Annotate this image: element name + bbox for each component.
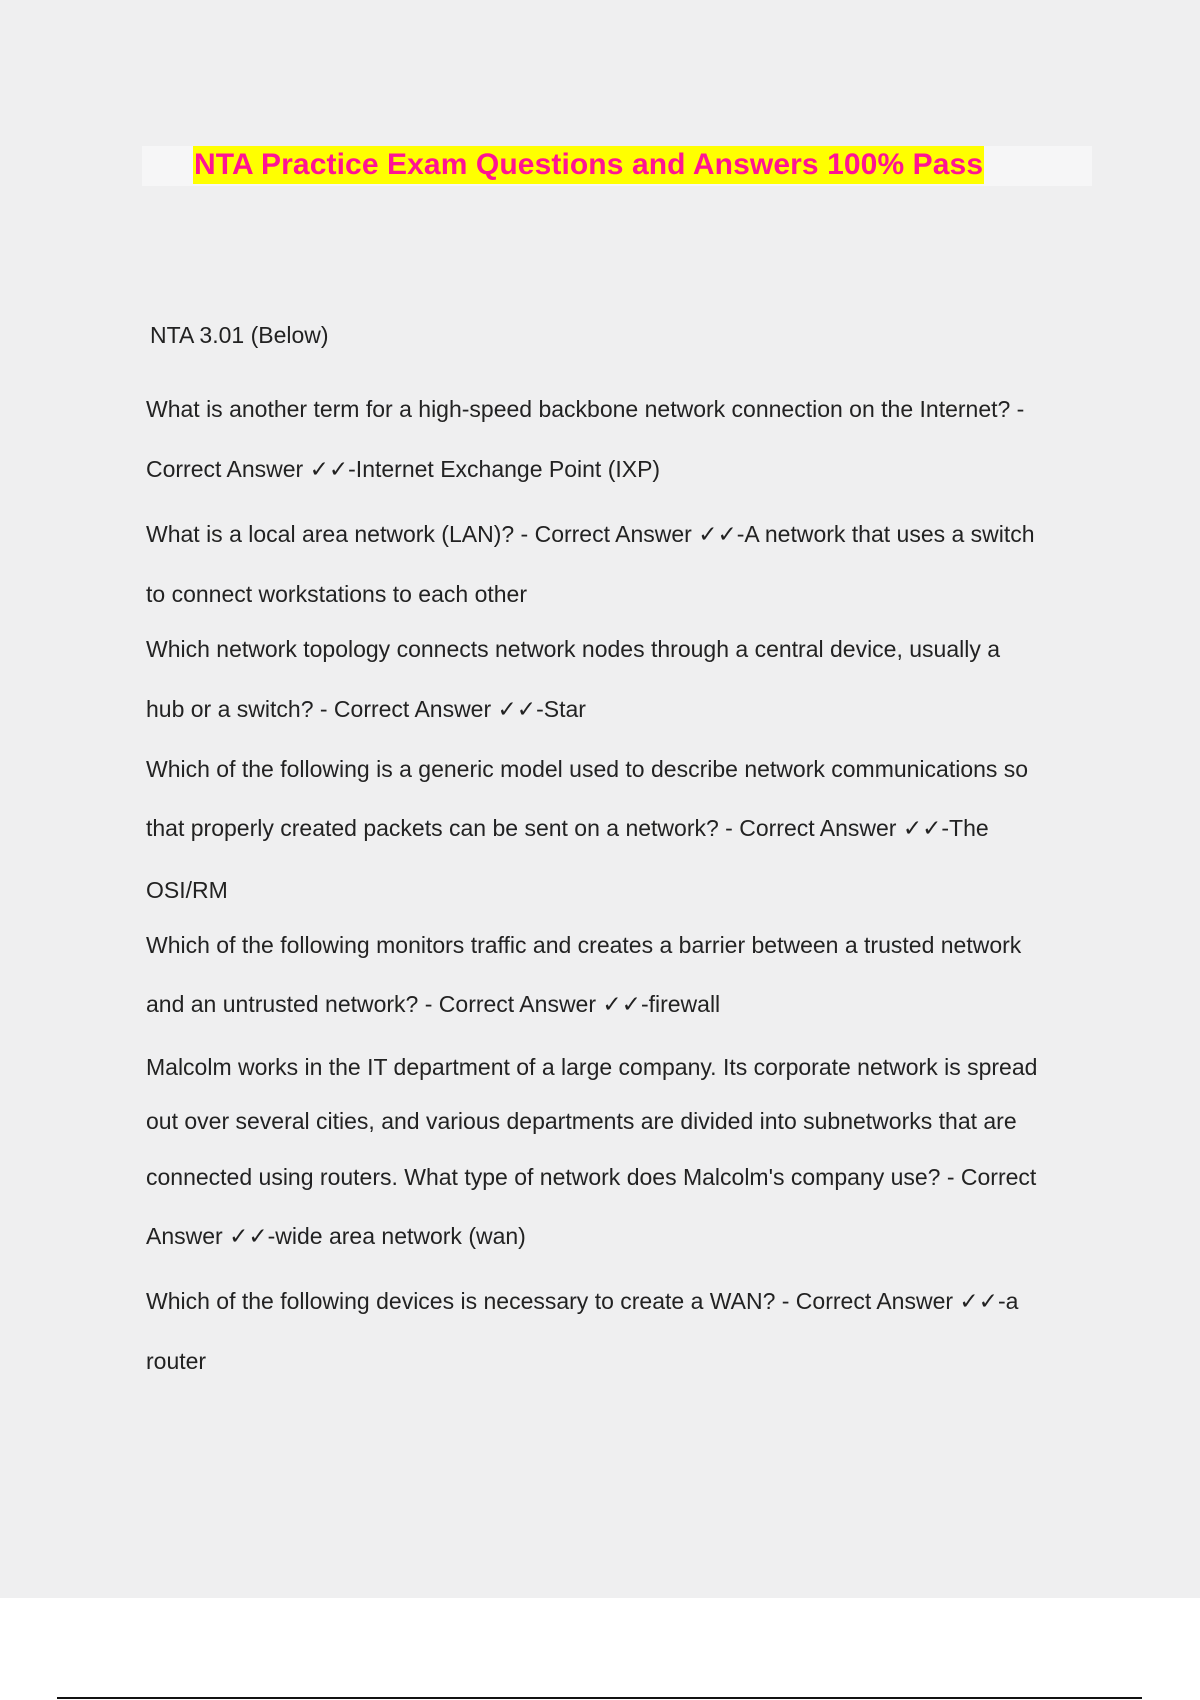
- document-title: NTA Practice Exam Questions and Answers 100% Pass: [193, 146, 984, 184]
- section-heading: NTA 3.01 (Below): [150, 322, 329, 348]
- text-line: connected using routers. What type of network does Malcolm's company use? - Correct: [146, 1164, 1037, 1190]
- text-line: Answer ✓✓-wide area network (wan): [146, 1223, 526, 1249]
- text-line: Which network topology connects network nodes through a central device, usually a: [146, 636, 1001, 662]
- text-line: Which of the following is a generic model used to describe network communications so: [146, 756, 1029, 782]
- text-line: Malcolm works in the IT department of a large company. Its corporate network is spread: [146, 1054, 1038, 1080]
- text-line: OSI/RM: [146, 877, 228, 903]
- text-line: Which of the following monitors traffic and creates a barrier between a trusted network: [146, 932, 1022, 958]
- text-line: to connect workstations to each other: [146, 581, 527, 607]
- text-line: What is a local area network (LAN)? - Correct Answer ✓✓-A network that uses a switch: [146, 521, 1035, 547]
- text-line: Which of the following devices is necessary to create a WAN? - Correct Answer ✓✓-a: [146, 1288, 1019, 1314]
- text-line: hub or a switch? - Correct Answer ✓✓-Star: [146, 696, 586, 722]
- footer-rule: [57, 1697, 1142, 1699]
- text-line: What is another term for a high-speed backbone network connection on the Internet? -: [146, 396, 1025, 422]
- text-line: router: [146, 1348, 207, 1374]
- text-line: and an untrusted network? - Correct Answer ✓✓-firewall: [146, 991, 721, 1017]
- text-line: that properly created packets can be sent on a network? - Correct Answer ✓✓-The: [146, 815, 989, 841]
- text-line: out over several cities, and various departments are divided into subnetworks that are: [146, 1108, 1017, 1134]
- text-line: Correct Answer ✓✓-Internet Exchange Point (IXP): [146, 456, 661, 482]
